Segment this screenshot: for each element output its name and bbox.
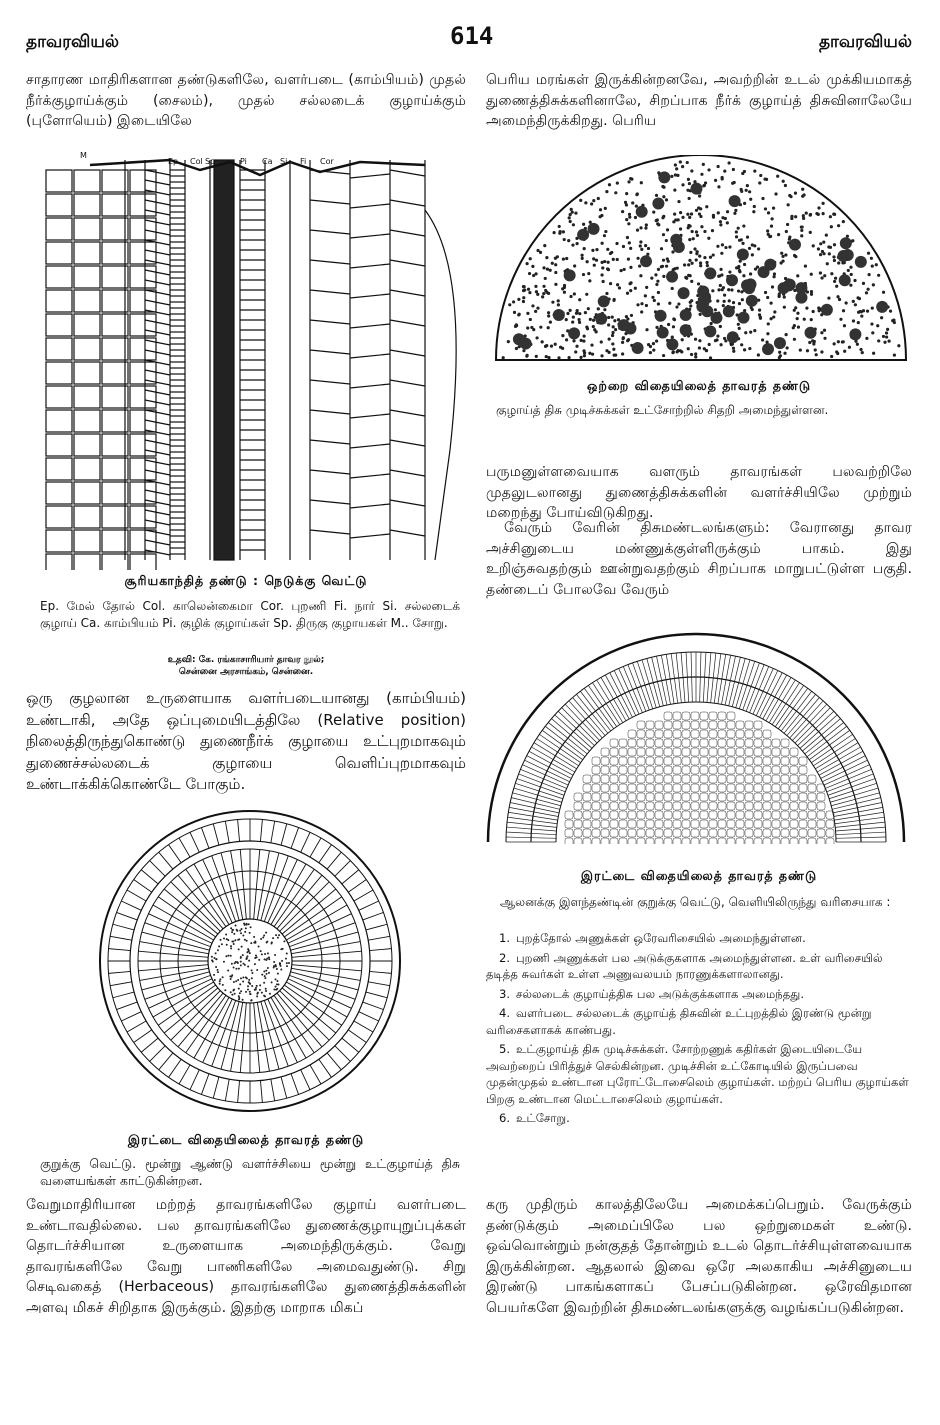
left-paragraph-2: ஒரு குழலான உருளையாக வளர்படையானது (காம்பியம்) உண்டாகி, அதே ஒப்புமையிடத்திலே (Relative position) நிலைத்திருந்துகொண்டு துணைநீர்க் குழாயை உட்புறமாகவும் துணைச்சல்லடைக் குழாயை வெளிப்புறமாகவும் உண்டாக்கிக்கொண்டே போகும். <box>26 689 466 793</box>
list-item: 3. சல்லடைக் குழாய்த்திசு பல அடுக்குக்களாக அமைந்தது. <box>498 986 805 1001</box>
fig1-label: Cor <box>320 157 334 166</box>
dicot-young-stem-figure <box>486 612 906 844</box>
figure-1-credit-line-1: உதவி: கே. ரங்காசாரியார் தாவர நூல்; <box>167 655 325 665</box>
figure-1-title: சூரியகாந்தித் தண்டு : நெடுக்கு வெட்டு <box>124 573 368 588</box>
running-header-right: தாவரவியல் <box>818 32 912 52</box>
fig1-label: Pi <box>240 157 247 166</box>
figure-4-legend-list <box>486 930 910 1130</box>
figure-2-caption: குழாய்த் திசு முடிச்சுக்கள் உட்சோற்றில் சிதறி அமைந்துள்ளன. <box>496 403 829 417</box>
running-header-left: தாவரவியல் <box>26 32 120 52</box>
figure-4-title: இரட்டை விதையிலைத் தாவரத் தண்டு <box>580 868 818 883</box>
fig1-label: Ca <box>262 157 273 166</box>
left-paragraph-3: வேறுமாதிரியான மற்றத் தாவரங்களிலே குழாய் வளர்படை உண்டாவதில்லை. பல தாவரங்களிலே துணைக்குழாயுறுப்புக்கள் தொடர்ச்சியான உருளையாக அமைந்திருக்கும். வேறு தாவரங்களிலே வேறு பாணிகளிலே அமைவதுண்டு. சிறு செடிவகைத் (Herbaceous) தாவரங்களிலே துணைத்திசுக்களின் அளவு மிகச் சிறிதாக இருக்கும். இதற்கு மாறாக மிகப் <box>26 1197 466 1316</box>
figure-3-caption: குறுக்கு வெட்டு. மூன்று ஆண்டு வளர்ச்சியை மூன்று உட்குழாய்த் திசு வளையங்கள் காட்டுகின்றன. <box>40 1156 460 1188</box>
right-paragraph-3: வேரும் வேரின் திசுமண்டலங்களும்: வேரானது தாவர அச்சினுடைய மண்ணுக்குள்ளிருக்கும் பாகம். இது உறிஞ்சுவதற்கும் ஊன்றுவதற்கும் சிறப்பாக மாறுபட்டுள்ள பகுதி. தண்டைப் போலவே வேரும் <box>486 520 912 598</box>
fig1-label: M <box>80 151 87 160</box>
fig1-label: Ep <box>168 157 179 166</box>
figure-4-intro: ஆலனக்கு இளந்தண்டின் குறுக்கு வெட்டு, வெளியிலிருந்து வரிசையாக : <box>500 895 891 909</box>
fig1-label: Col <box>190 157 203 166</box>
fig1-label: Sp <box>205 157 216 166</box>
figure-3-title: இரட்டை விதையிலைத் தாவரத் தண்டு <box>127 1132 365 1147</box>
right-paragraph-1: பெரிய மரங்கள் இருக்கின்றனவே, அவற்றின் உடல் முக்கியமாகத் துணைத்திசுக்களினாலே, சிறப்பாக நீர்க் குழாய்த் திசுவினாலேயே அமைந்திருக்கிறது. பெரிய <box>486 72 912 129</box>
list-item: 6. உட்சோறு. <box>498 1111 570 1125</box>
page-number: 614 <box>450 22 494 50</box>
left-paragraph-1: சாதாரண மாதிரிகளான தண்டுகளிலே, வளர்படை (காம்பியம்) முதல் நீர்க்குழாய்க்கும் (சைலம்), முதல் சல்லடைக் குழாய்க்கும் (புளோயெம்) இடையிலே <box>26 72 466 129</box>
list-item: 2. புறணி அணுக்கள் பல அடுக்குகளாக அமைந்துள்ளன. உள் வரிசையில் தடித்த சுவர்கள் உள்ள அணுவலயம் நாரணுக்களாலானது. <box>486 950 883 981</box>
list-item: 4. வளர்படை சல்லடைக் குழாய்த் திசுவின் உட்புறத்தில் இரண்டு மூன்று வரிசைகளாகக் காண்பது. <box>486 1006 872 1037</box>
dicot-stem-cross-section-figure <box>92 808 408 1114</box>
monocot-stem-figure <box>486 155 916 365</box>
figure-1-credit-line-2: சென்னை அரசாங்கம், சென்னை. <box>178 667 314 677</box>
right-paragraph-2: பருமனுள்ளவையாக வளரும் தாவரங்கள் பலவற்றிலே முதலுடலானது துணைத்திசுக்களின் வளர்ச்சியிலே முற்றும் மறைந்து போய்விடுகிறது. <box>486 464 912 521</box>
right-paragraph-4: கரு முதிரும் காலத்திலேயே அமைக்கப்பெறும். வேருக்கும் தண்டுக்கும் அமைப்பிலே பல ஒற்றுமைகள் உண்டு. ஒவ்வொன்றும் நன்குதத் தோன்றும் உடல் தொடர்ச்சியுள்ளவையாக இருக்கின்றன. ஆதலால் இவை ஒரே அலகாகிய அச்சினுடைய இரண்டு பாகங்களாகப் பேசப்படுகின்றன. ஒரேவிதமான பெயர்களே இவற்றின் திசுமண்டலங்களுக்கு வழங்கப்படுகின்றன. <box>486 1197 912 1316</box>
list-item: 1. புறத்தோல் அணுக்கள் ஒரேவரிசையில் அமைந்துள்ளன. <box>498 931 806 945</box>
fig1-label: Fi <box>300 157 307 166</box>
list-item: 5. உட்குழாய்த் திசு முடிச்சுக்கள். சோற்றணுக் கதிர்கள் இடையிடையே அவற்றைப் பிரித்துச் செல்கின்றன. முடிச்சின் உட்கோடியில் இருப்பவை முதன்முதல் உண்டான புரோட்டோசைலெம் குழாய்கள். மற்றப் பெரிய குழாய்கள் பிறகு உண்டான மெட்டாசைலெம் குழாய்கள். <box>486 1042 909 1106</box>
fig1-label: Si <box>280 157 288 166</box>
sunflower-stem-longitudinal-figure <box>30 150 470 570</box>
figure-1-legend: Ep. மேல் தோல் Col. காலென்கைமா Cor. புறணி Fi. நார் Si. சல்லடைக் குழாய் Ca. காம்பியம் Pi. குழிக் குழாய்கள் Sp. திருகு குழாயகள் M.. சோறு. <box>40 599 460 630</box>
figure-2-title: ஒற்றை விதையிலைத் தாவரத் தண்டு <box>586 378 812 393</box>
